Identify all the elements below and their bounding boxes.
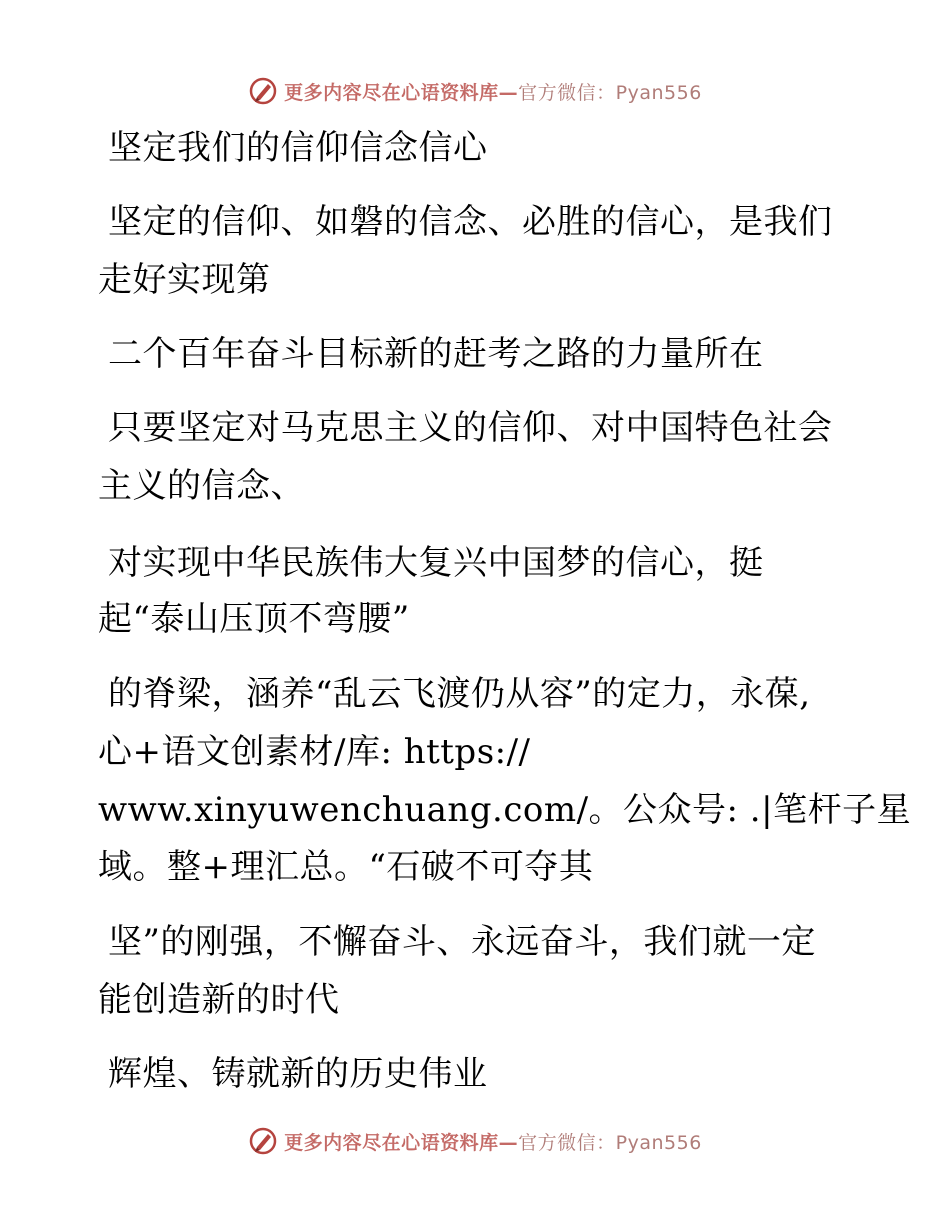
footer-banner	[0, 1122, 950, 1160]
text-line: 域。整+理汇总。“石破不可夺其	[98, 847, 594, 887]
text-line: www.xinyuwenchuang.com/。公众号: .|笔杆子星	[98, 790, 912, 830]
text-line: 二个百年奋斗目标新的赶考之路的力量所在	[108, 334, 764, 374]
header-banner	[0, 72, 950, 110]
banner-text: 更多内容尽在心语资料库—官方微信：Pyan556	[284, 81, 702, 104]
text-line: 的脊梁，涵养“乱云飞渡仍从容”的定力，永葆,	[108, 674, 811, 714]
text-line: 坚定我们的信仰信念信心	[108, 128, 488, 168]
text-line: 对实现中华民族伟大复兴中国梦的信心，挺	[108, 543, 764, 583]
text-line: 坚”的刚强，不懈奋斗、永远奋斗，我们就一定	[108, 922, 816, 962]
text-line: 辉煌、铸就新的历史伟业	[108, 1054, 488, 1094]
text-line: 只要坚定对马克思主义的信仰、对中国特色社会	[108, 408, 833, 448]
text-line: 坚定的信仰、如磐的信念、必胜的信心，是我们	[108, 202, 833, 242]
text-line: 心+语文创素材/库: https://	[98, 732, 531, 772]
text-line: 起“泰山压顶不弯腰”	[98, 599, 410, 639]
text-line: 主义的信念、	[98, 466, 305, 506]
pen-logo-icon	[248, 1126, 278, 1156]
text-line: 能创造新的时代	[98, 980, 340, 1020]
pen-logo-icon	[248, 76, 278, 106]
banner-text: 更多内容尽在心语资料库—官方微信：Pyan556	[284, 1131, 702, 1154]
text-line: 走好实现第	[98, 260, 271, 300]
